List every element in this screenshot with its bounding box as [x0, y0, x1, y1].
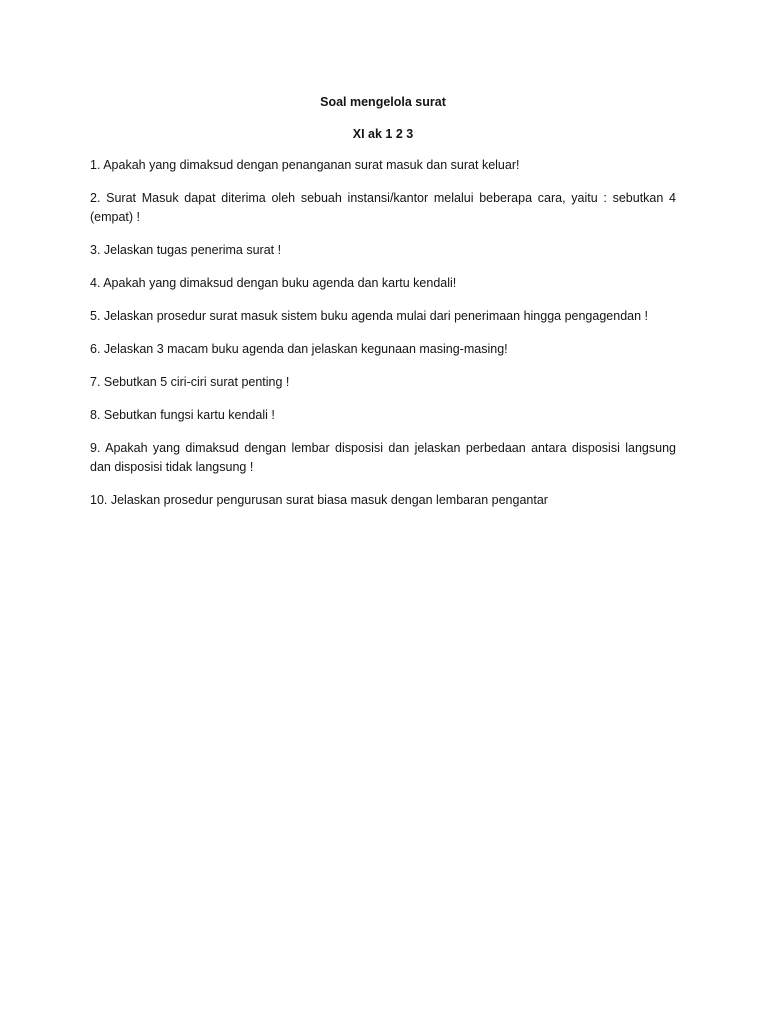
document-title: Soal mengelola surat: [320, 95, 446, 109]
question-item: 7. Sebutkan 5 ciri-ciri surat penting !: [90, 375, 290, 389]
question-item: 8. Sebutkan fungsi kartu kendali !: [90, 408, 275, 422]
document-subtitle: XI ak 1 2 3: [352, 127, 414, 141]
document-content: [90, 92, 676, 524]
question-item: 6. Jelaskan 3 macam buku agenda dan jelaskan kegunaan masing-masing!: [90, 342, 508, 356]
question-item: 10. Jelaskan prosedur pengurusan surat biasa masuk dengan lembaran pengantar: [90, 493, 548, 507]
question-list: [90, 156, 676, 510]
question-item: 2. Surat Masuk dapat diterima oleh sebuah instansi/kantor melalui beberapa cara, yaitu : sebutkan 4 (empat) !: [90, 191, 676, 224]
question-item: 4. Apakah yang dimaksud dengan buku agenda dan kartu kendali!: [90, 276, 457, 290]
question-item: 5. Jelaskan prosedur surat masuk sistem buku agenda mulai dari penerimaan hingga pengagendan !: [90, 309, 648, 323]
question-item: 9. Apakah yang dimaksud dengan lembar disposisi dan jelaskan perbedaan antara disposisi langsung dan disposisi tidak langsung !: [90, 441, 676, 474]
question-item: 1. Apakah yang dimaksud dengan penanganan surat masuk dan surat keluar!: [90, 158, 520, 172]
question-item: 3. Jelaskan tugas penerima surat !: [90, 243, 282, 257]
